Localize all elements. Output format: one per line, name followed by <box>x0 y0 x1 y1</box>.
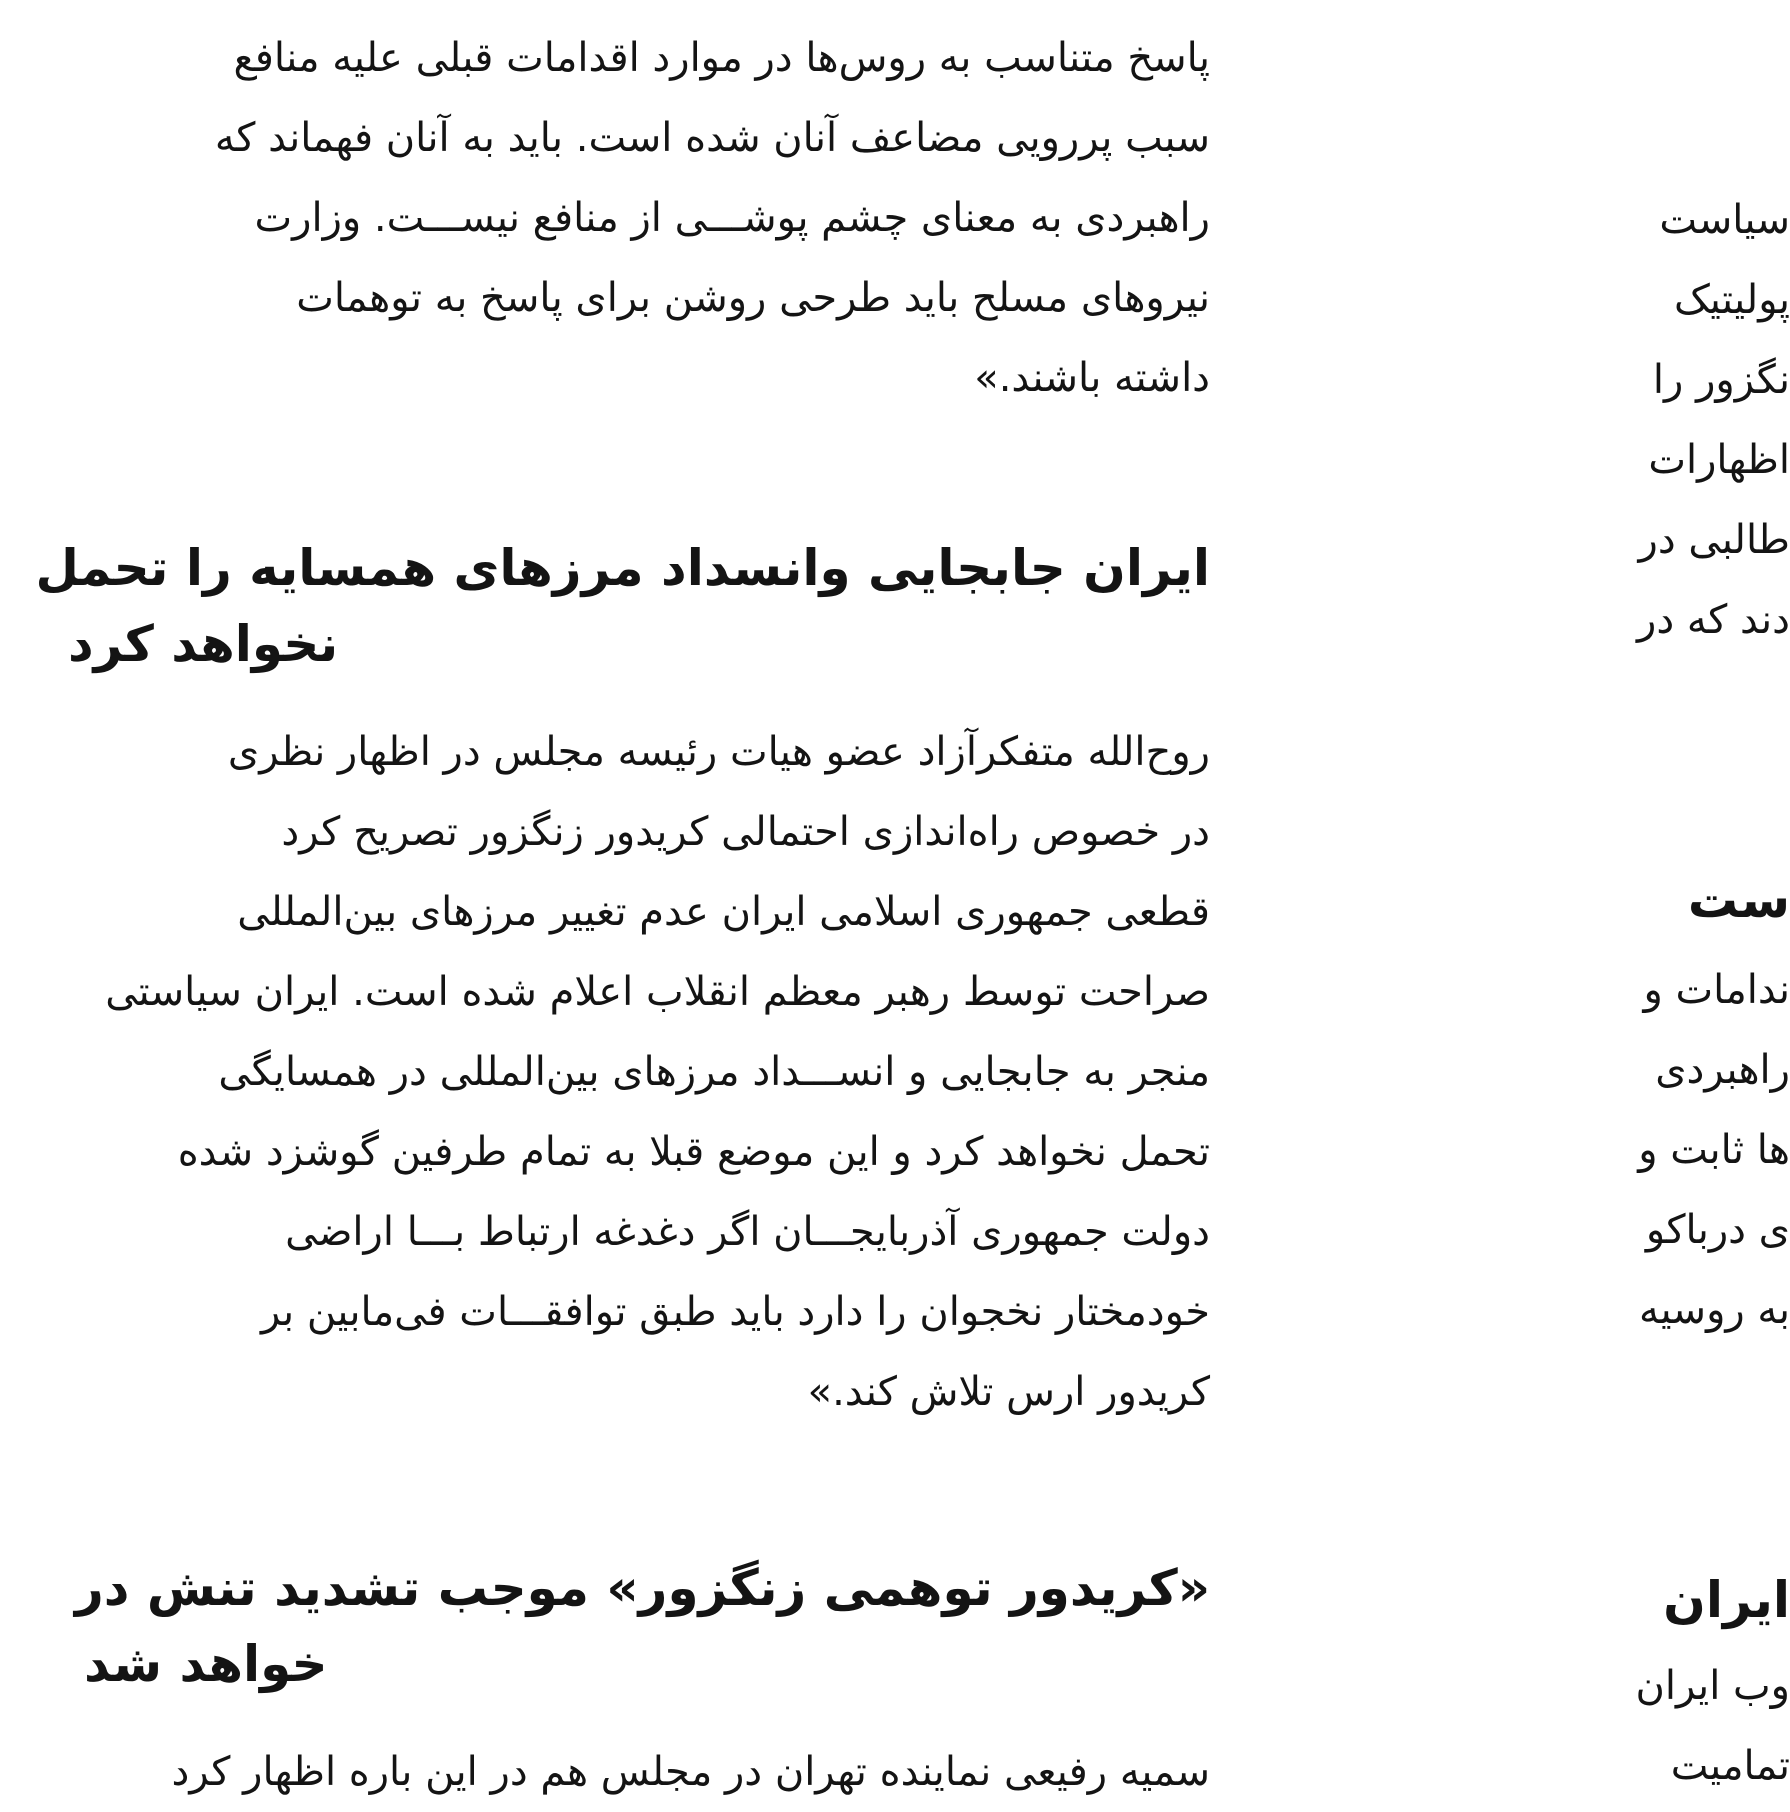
text-line: دولت جمهوری آذربایجـــان اگر دغدغه ارتباط بـــا اراضی <box>285 1209 1210 1255</box>
text-line: قطعی جمهوری اسلامی ایران عدم تغییر مرزهای بین‌المللی <box>237 889 1210 935</box>
text-line: پولیتیک <box>1674 277 1790 323</box>
headline-line: «کریدور توهمی زنگزور» موجب تشدید تنش در <box>74 1559 1210 1617</box>
text-line: سیاست <box>1659 197 1790 243</box>
section-1-headline <box>0 530 1210 682</box>
text-line: پاسخ متناسب به روس‌ها در موارد اقدامات قبلی علیه منافع <box>233 35 1210 81</box>
text-line: نگزور را <box>1652 357 1790 403</box>
text-line: دند که در <box>1637 597 1790 643</box>
headline-line: ست <box>1687 871 1790 929</box>
text-line: اظهارات <box>1648 437 1790 483</box>
headline-line: نخواهد کرد <box>68 615 339 673</box>
text-line: راهبردی <box>1655 1047 1790 1093</box>
text-line: سبب پررویی مضاعف آنان شده است. باید به آنان فهماند که <box>214 115 1210 161</box>
headline-line: ایران جابجایی وانسداد مرزهای همسایه را تحمل <box>35 539 1210 597</box>
text-line: ها ثابت و <box>1638 1127 1790 1173</box>
section-2-headline <box>0 1550 1210 1702</box>
text-line: صراحت توسط رهبر معظم انقلاب اعلام شده است. ایران سیاستی <box>105 969 1210 1015</box>
side-headline-2 <box>1310 860 1790 940</box>
text-line: وب ایران <box>1635 1663 1790 1709</box>
text-line: نیروهای مسلح باید طرحی روشن برای پاسخ به توهمات <box>296 275 1210 321</box>
text-line: تحمل نخواهد کرد و این موضع قبلا به تمام طرفین گوشزد شده <box>177 1129 1210 1175</box>
text-line: روح‌الله متفکرآزاد عضو هیات رئیسه مجلس در اظهار نظری <box>227 729 1210 775</box>
intro-paragraph <box>0 18 1210 418</box>
text-line: تمامیت <box>1670 1743 1790 1789</box>
text-line: داشته باشند.» <box>974 355 1210 401</box>
text-line: ندامات و <box>1643 967 1790 1013</box>
side-block-1 <box>1310 180 1790 660</box>
side-block-3 <box>1310 1646 1790 1806</box>
text-line: منجر به جابجایی و انســـداد مرزهای بین‌المللی در همسایگی <box>218 1049 1210 1095</box>
text-line: خودمختار نخجوان را دارد باید طبق توافقـــات فی‌مابین بر <box>260 1289 1210 1335</box>
side-headline-3 <box>1310 1560 1790 1640</box>
side-block-2 <box>1310 950 1790 1350</box>
text-line: سمیه رفیعی نماینده تهران در مجلس هم در این باره اظهار کرد <box>171 1749 1210 1795</box>
text-line: طالبی در <box>1638 517 1790 563</box>
headline-line: خواهد شد <box>84 1635 328 1693</box>
text-line: به روسیه <box>1639 1287 1790 1333</box>
text-line: راهبردی به معنای چشم پوشـــی از منافع نیســـت. وزارت <box>254 195 1210 241</box>
headline-line: ایران <box>1663 1571 1790 1629</box>
section-2-body <box>0 1732 1210 1812</box>
text-line: ی درباکو <box>1645 1207 1790 1253</box>
side-article-column <box>1310 0 1790 1809</box>
text-line: در خصوص راه‌اندازی احتمالی کریدور زنگزور تصریح کرد <box>281 809 1210 855</box>
section-1-body <box>0 712 1210 1432</box>
text-line: کریدور ارس تلاش کند.» <box>807 1369 1210 1415</box>
